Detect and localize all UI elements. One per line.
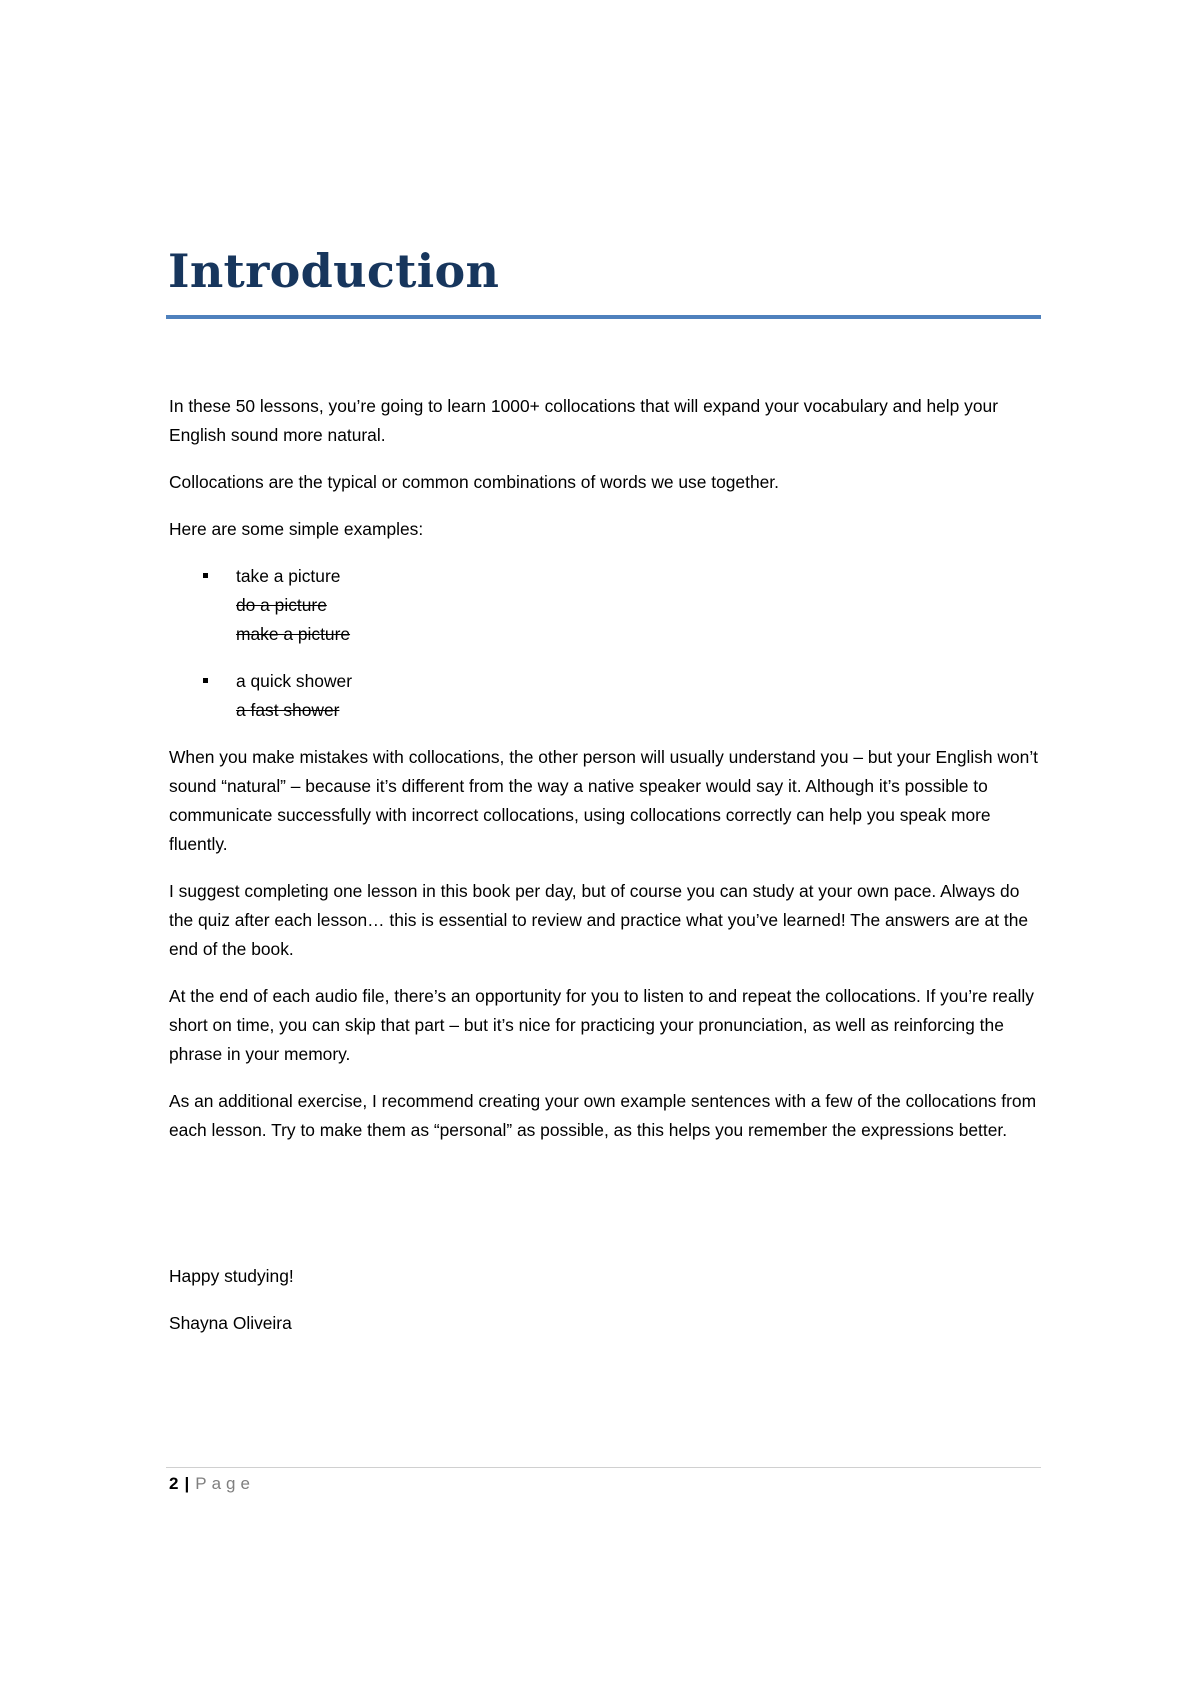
list-item — [169, 667, 1041, 725]
page-footer — [169, 1472, 255, 1496]
closing-greeting: Happy studying! — [169, 1266, 294, 1286]
paragraph-audio: At the end of each audio file, there’s an opportunity for you to listen to and repeat the collocations. If you’re really short on time, you can skip that part – but it’s nice for practicing your pronunciation, as well as reinforcing the phrase in your memory. — [169, 986, 1034, 1064]
paragraph-definition: Collocations are the typical or common combinations of words we use together. — [169, 472, 779, 492]
examples-list — [169, 562, 1041, 725]
author-signature: Shayna Oliveira — [169, 1313, 292, 1333]
bullet-icon — [203, 573, 208, 578]
page-label: Page — [195, 1474, 255, 1493]
document-body — [169, 392, 1041, 1163]
paragraph-intro: In these 50 lessons, you’re going to learn 1000+ collocations that will expand your vocabulary and help your English sound more natural. — [169, 396, 998, 445]
example-correct: take a picture — [236, 566, 341, 586]
paragraph-study-plan: I suggest completing one lesson in this book per day, but of course you can study at your own pace. Always do the quiz after each lesson… this is essential to review and practice what you’ve learned! The answers are at the end of the book. — [169, 881, 1029, 959]
example-incorrect: a fast shower — [236, 700, 340, 720]
example-incorrect: make a picture — [236, 624, 351, 644]
example-correct: a quick shower — [236, 671, 352, 691]
page-number: 2 — [169, 1474, 179, 1493]
page-title: Introduction — [168, 244, 500, 298]
bullet-icon — [203, 678, 208, 683]
list-item — [169, 562, 1041, 649]
paragraph-exercise: As an additional exercise, I recommend creating your own example sentences with a few of the collocations from each lesson. Try to make them as “personal” as possible, as this helps you remember the expressions better. — [169, 1091, 1037, 1140]
footer-divider — [166, 1467, 1041, 1468]
footer-separator: | — [184, 1474, 190, 1493]
example-incorrect: do a picture — [236, 595, 327, 615]
title-underline — [166, 315, 1041, 319]
closing-block — [169, 1262, 1041, 1356]
paragraph-mistakes: When you make mistakes with collocations, the other person will usually understand you – but your English won’t sound “natural” – because it’s different from the way a native speaker would say it. Although it’s possible to communicate successfully with incorrect collocations, using collocations correctly can help you speak more fluently. — [169, 747, 1039, 854]
paragraph-examples-lead: Here are some simple examples: — [169, 519, 424, 539]
